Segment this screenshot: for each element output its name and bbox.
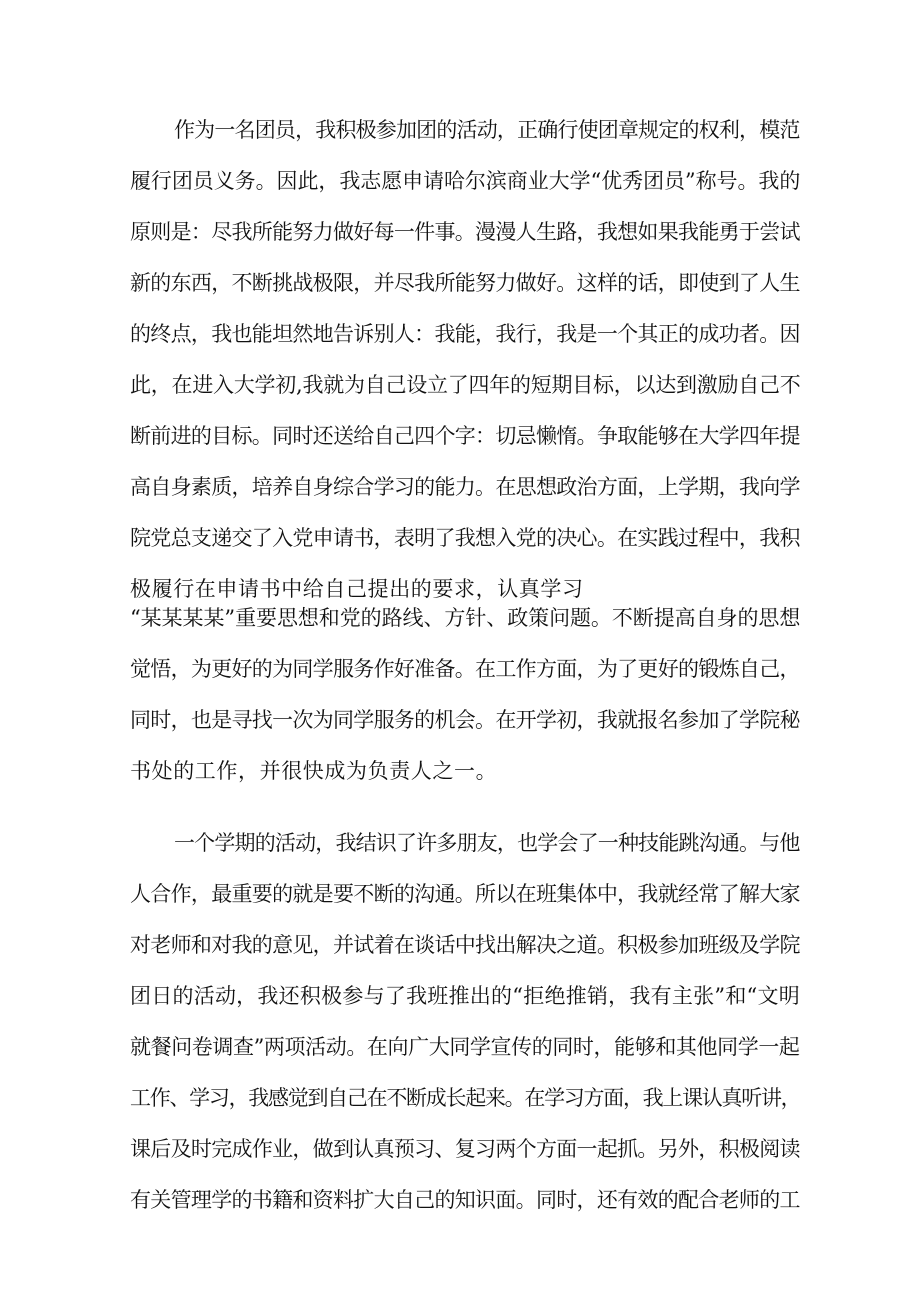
paragraph-line: 院党总支递交了入党申请书，表明了我想入党的决心。在实践过程中，我积: [130, 526, 800, 550]
paragraph-line: 人合作，最重要的就是要不断的沟通。所以在班集体中，我就经常了解大家: [130, 882, 800, 906]
paragraph-line: 对老师和对我的意见，并试着在谈话中找出解决之道。积极参加班级及学院: [130, 933, 800, 957]
paragraph-line: 一个学期的活动，我结识了许多朋友，也学会了一种技能跳沟通。与他: [174, 831, 800, 855]
paragraph-line: 课后及时完成作业，做到认真预习、复习两个方面一起抓。另外，积极阅读: [130, 1137, 800, 1161]
paragraph-line: 有关管理学的书籍和资料扩大自己的知识面。同时，还有效的配合老师的工: [130, 1188, 800, 1212]
paragraph-line: “某某某某”重要思想和党的路线、方针、政策问题。不断提高自身的思想: [130, 606, 801, 630]
paragraph-line: 原则是：尽我所能努力做好每一件事。漫漫人生路，我想如果我能勇于尝试: [130, 220, 800, 244]
paragraph-line: 的终点，我也能坦然地告诉别人：我能，我行，我是一个其正的成功者。因: [130, 322, 800, 346]
paragraph-line: 同时，也是寻找一次为同学服务的机会。在开学初，我就报名参加了学院秘: [130, 708, 800, 732]
paragraph-line: 此，在进入大学初,我就为自己设立了四年的短期目标，以达到激励自己不: [130, 373, 801, 397]
paragraph-line: 就餐问卷调查”两项活动。在向广大同学宣传的同时，能够和其他同学一起: [130, 1035, 800, 1059]
paragraph-line: 工作、学习，我感觉到自己在不断成长起来。在学习方面，我上课认真听讲，: [130, 1086, 801, 1110]
paragraph-line: 极履行在申请书中给自己提出的要求，认真学习: [130, 577, 584, 601]
paragraph-line: 高自身素质，培养自身综合学习的能力。在思想政治方面，上学期，我向学: [130, 475, 800, 499]
paragraph-line: 觉悟，为更好的为同学服务作好准备。在工作方面，为了更好的锻炼自己，: [130, 657, 800, 681]
paragraph-line: 新的东西，不断挑战极限，并尽我所能努力做好。这样的话，即使到了人生: [130, 271, 800, 295]
paragraph-line: 作为一名团员，我积极参加团的活动，正确行使团章规定的权利，模范: [174, 118, 800, 142]
paragraph-line: 履行团员义务。因此，我志愿申请哈尔滨商业大学“优秀团员”称号。我的: [130, 169, 801, 193]
paragraph-line: 书处的工作，并很快成为负责人之一。: [130, 759, 498, 783]
paragraph-line: 断前进的目标。同时还送给自己四个字：切忌懒惰。争取能够在大学四年提: [130, 424, 800, 448]
paragraph-line: 团日的活动，我还积极参与了我班推出的“拒绝推销，我有主张”和“文明: [130, 984, 801, 1008]
